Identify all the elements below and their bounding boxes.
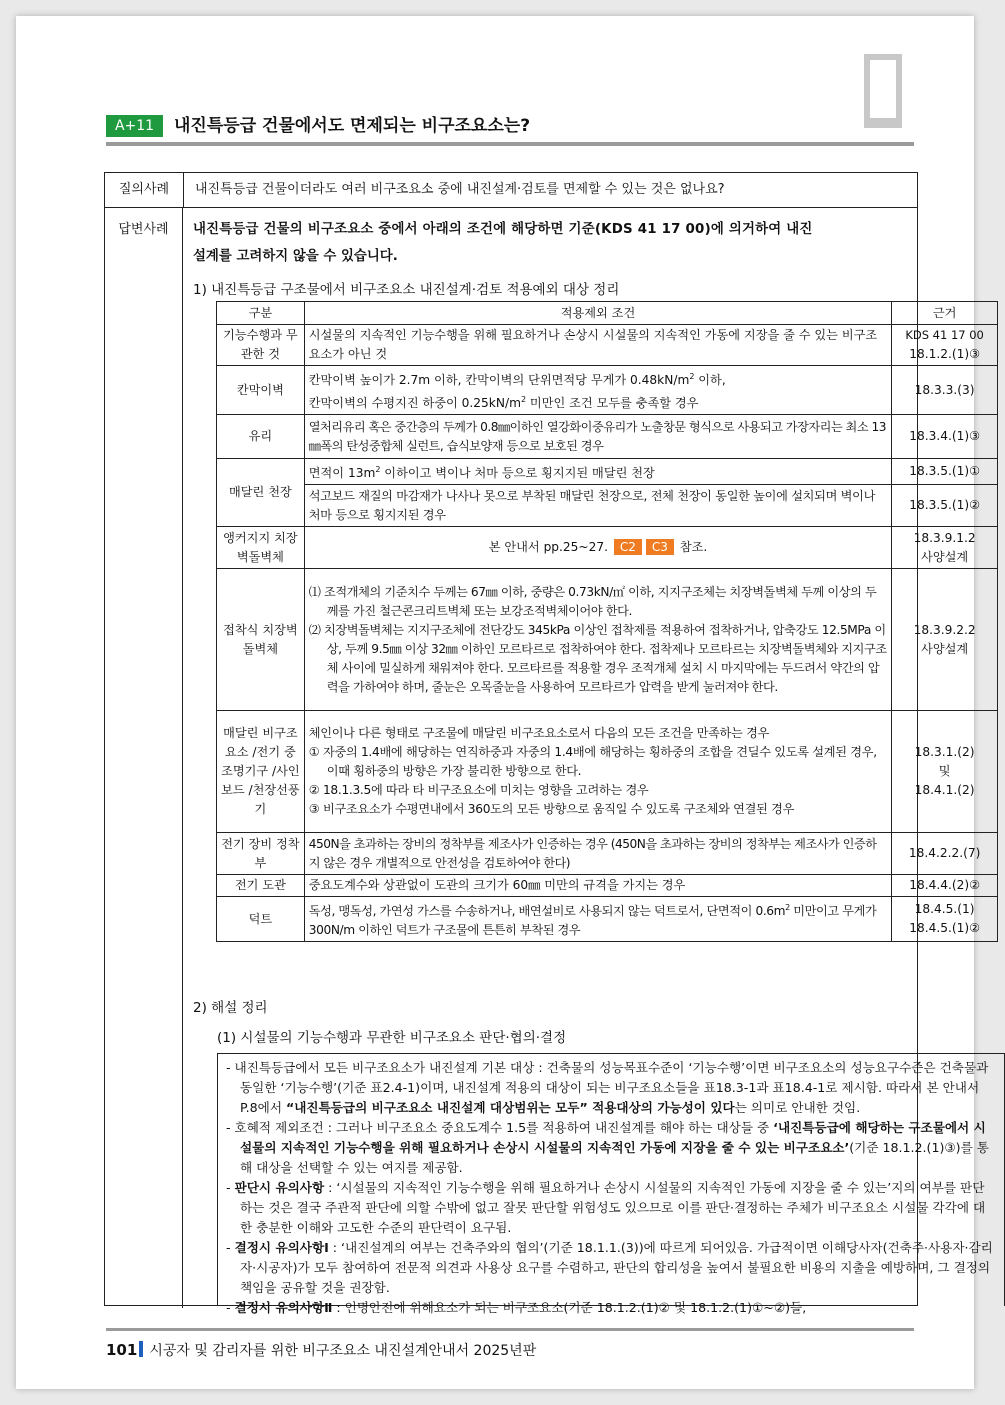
bullet-text: - 호혜적 제외조건 : 그러나 비구조요소 중요도계수 1.5를 적용하여 내진설계를 해야 하는 대상들 중 (226, 1120, 774, 1135)
reference-cell (892, 711, 998, 833)
condition-text: 미만이고 무게가 300N/m 이하인 덕트가 구조물에 튼튼히 부착된 경우 (308, 904, 877, 938)
table-row (217, 415, 998, 459)
commentary-bullet (226, 1058, 996, 1118)
superscript: 2 (520, 395, 527, 405)
condition-text: 칸막이벽 높이가 2.7m 이하, 칸막이벽의 단위면적당 무게가 0.48kN/m (308, 373, 690, 388)
table-row (217, 485, 998, 527)
reference-line: 18.4.5.(1) (914, 902, 975, 917)
condition-text: 미만인 조건 모두를 충족할 경우 (526, 396, 699, 411)
category-cell: 매달린 비구조요소 /전기 중 조명기구 /사인보드 /천장선풍기 (217, 711, 305, 833)
condition-item: ② 18.1.3.5에 따라 타 비구조요소에 미치는 영향을 고려하는 경우 (308, 783, 649, 798)
condition-item: ① 자중의 1.4배에 해당하는 연직하중과 자중의 1.4배에 해당하는 횡하중의 조합을 견딜수 있도록 설계된 경우, 이때 횡하중의 방향은 가장 불리한 방향으로 한다. (308, 745, 877, 779)
table-row (217, 711, 998, 833)
condition-item: ⑵ 치장벽돌벽체는 지지구조체에 전단강도 345kPa 이상인 접착제를 적용하여 접착하거나, 압축강도 12.5MPa 이상, 두께 9.5㎜ 이상 32㎜ 이하인 모르타르로 접착하여야 한다. 접착제나 모르타르는 치장벽돌벽체와 지지구조체 사이에 밀실하게 채워져야 한다. 모르타르를 적용할 경우 조적개체 설치 시 마지막에는 두드려서 약간의 압력을 가하여야 하며, 줄눈은 오목줄눈을 사용하여 모르타르가 압력을 받게 눌러져야 한다. (308, 622, 887, 694)
reference-cell: 18.4.4.(2)② (892, 875, 998, 897)
bullet-text: : 인명안전에 위해요소가 되는 비구조요소(기준 18.1.2.(1)② 및 18.1.2.(1)①~②)들, (332, 1300, 807, 1315)
bullet-text: - (226, 1240, 235, 1255)
commentary-bullet (226, 1118, 996, 1178)
page-title: 내진특등급 건물에서도 면제되는 비구조요소는? (174, 116, 531, 136)
page (16, 16, 993, 1389)
item-badge: A+11 (106, 115, 163, 137)
reference-line: 사양설계 (921, 549, 969, 564)
reference-line: 18.3.1.(2) (914, 745, 975, 760)
condition-cell (304, 569, 891, 711)
condition-text: 이하, (694, 373, 726, 388)
table-row (217, 527, 998, 569)
commentary-bullet (226, 1178, 996, 1238)
answer-lead (193, 216, 909, 270)
category-cell: 전기 도관 (217, 875, 305, 897)
answer-lead-line-2: 설계를 고려하지 않을 수 있습니다. (193, 249, 398, 264)
condition-text: 본 안내서 pp.25~27. (488, 540, 609, 555)
condition-text: 칸막이벽의 수평지진 하중이 0.25kN/m (308, 396, 521, 411)
reference-cell: 18.4.2.2.(7) (892, 833, 998, 875)
condition-cell (304, 527, 891, 569)
condition-cell: 중요도계수와 상관없이 도관의 크기가 60㎜ 미만의 규격을 가지는 경우 (304, 875, 891, 897)
section1-title: 1) 내진특등급 구조물에서 비구조요소 내진설계·검토 적용예외 대상 정리 (193, 282, 620, 298)
category-cell: 전기 장비 정착부 (217, 833, 305, 875)
condition-cell: 석고보드 재질의 마감재가 나사나 못으로 부착된 매달린 천장으로, 전체 천장이 동일한 높이에 설치되며 벽이나 처마 등으로 횡지지된 경우 (304, 485, 891, 527)
table-row (217, 875, 998, 897)
commentary-bullet (226, 1298, 996, 1318)
footer-text: 시공자 및 감리자를 위한 비구조요소 내진설계안내서 2025년판 (149, 1343, 537, 1359)
table-row (217, 833, 998, 875)
category-cell: 기능수행과 무관한 것 (217, 325, 305, 366)
bullet-text: - 내진특등급에서 모든 비구조요소가 내진설계 기본 대상 : 건축물의 성능목표수준이 ‘기능수행’이면 비구조요소의 성능요구수준은 건축물과 동일한 ‘기능수행’(기준 표2.4-1)이며, 내진설계 적용의 대상이 되는 비구조요소들을 표18.3-1과 표18.4-1로 제시함. 따라서 본 안내서 P.8에서 (226, 1060, 989, 1115)
reference-cell (892, 527, 998, 569)
answer-row (105, 208, 993, 1315)
bullet-text: : ‘내진설계의 여부는 건축주와의 협의’(기준 18.1.1.(3))에 따르게 되어있음. 가급적이면 이해당사자(건축주·사용자·감리자·시공자)가 모두 참여하여 전문적 의견과 사용상 요구를 수렴하고, 판단의 합리성을 높여서 불필요한 비용의 지출을 예방하며, 그 결정의 책임을 공유할 것을 권장함. (240, 1240, 993, 1295)
reference-line: 18.1.2.(1)③ (909, 347, 981, 361)
col-header: 근거 (892, 302, 998, 325)
table-row (217, 366, 998, 415)
reference-line: 사양설계 (921, 641, 969, 656)
bullet-text: 는 의미로 안내한 것임. (734, 1100, 861, 1115)
footer-rule (106, 1328, 914, 1331)
bullet-text: (기준 18.1.2.(1)③)를 통해 대상을 선택할 수 있는 여지를 제공함. (240, 1140, 989, 1175)
condition-cell (304, 366, 891, 415)
reference-line: 18.4.5.(1)② (909, 921, 981, 936)
reference-cell (892, 569, 998, 711)
bullet-emphasis: “내진특등급의 비구조요소 내진설계 대상범위는 모두” 적용대상의 가능성이 있다 (285, 1100, 735, 1115)
reference-line: 18.4.1.(2) (914, 783, 975, 798)
footer-bar-mark (139, 1341, 143, 1357)
condition-cell: 450N을 초과하는 장비의 정착부를 제조사가 인증하는 경우 (450N을 초과하는 장비의 정착부는 제조사가 인증하지 않은 경우 개별적으로 안전성을 검토하여야 한다) (304, 833, 891, 875)
bullet-emphasis: 결정시 유의사항Ⅱ (234, 1300, 333, 1315)
commentary-box (217, 1053, 1005, 1315)
bullet-text: : ‘시설물의 지속적인 기능수행을 위해 필요하거나 손상시 시설물의 지속적인 가동에 지장을 줄 수 있는’지의 여부를 판단하는 것은 결국 주관적 판단에 의할 수밖에 없고 잘못 판단할 위험성도 있으므로 이를 판단·결정하는 주체가 비구조요소 시설물 각각에 대한 충분한 이해와 고도한 수준의 판단력이 요구됨. (240, 1180, 986, 1235)
reference-cell: 18.3.5.(1)① (892, 459, 998, 485)
page-number: 101 (106, 1341, 138, 1359)
reference-line: 18.3.9.1.2 (913, 530, 976, 545)
qa-table (104, 172, 993, 1315)
reference-line: 18.3.9.2.2 (913, 622, 976, 637)
category-cell: 매달린 천장 (217, 459, 305, 527)
title-bar (106, 114, 914, 146)
category-cell: 칸막이벽 (217, 366, 305, 415)
col-header: 구분 (217, 302, 305, 325)
condition-text: 면적이 13m (308, 466, 376, 481)
condition-cell (304, 459, 891, 485)
question-text: 내진특등급 건물이더라도 여러 비구조요소 중에 내진설계·검토를 면제할 수 있는 것은 없나요? (195, 182, 725, 197)
bullet-text: - (226, 1300, 235, 1315)
condition-cell (304, 711, 891, 833)
category-cell: 덕트 (217, 897, 305, 942)
bullet-emphasis: 결정시 유의사항Ⅰ (234, 1240, 329, 1255)
reference-cell: 18.3.5.(1)② (892, 485, 998, 527)
reference-pill-c2: C2 (614, 539, 642, 555)
section2-subtitle: (1) 시설물의 기능수행과 무관한 비구조요소 판단·협의·결정 (217, 1030, 567, 1046)
reference-line: KDS 41 17 00 (905, 328, 984, 342)
condition-item: ⑴ 조적개체의 기준치수 두께는 67㎜ 이하, 중량은 0.73kN/㎡ 이하, 지지구조체는 치장벽돌벽체 두께 이상의 두께를 가진 철근콘크리트벽체 또는 보강조적벽체이어야 한다. (308, 584, 877, 618)
answer-label: 답변사례 (105, 208, 183, 1308)
section2-title: 2) 해설 정리 (193, 1000, 268, 1016)
question-row (105, 173, 917, 208)
table-row (217, 459, 998, 485)
bullet-emphasis: ‘내진특등급에 해당하는 구조물에서 시설물의 지속적인 기능수행을 위해 필요하거나 손상시 시설물의 지속적인 가동에 지장을 줄 수 있는 비구조요소’ (240, 1120, 986, 1155)
reference-pill-c3: C3 (646, 539, 674, 555)
condition-text: 참조. (679, 540, 708, 555)
col-header: 적용제외 조건 (304, 302, 891, 325)
condition-cell (304, 897, 891, 942)
condition-text: 독성, 맹독성, 가연성 가스를 수송하거나, 배연설비로 사용되지 않는 덕트로서, 단면적이 0.6m (308, 904, 786, 919)
answer-lead-line-1: 내진특등급 건물의 비구조요소 중에서 아래의 조건에 해당하면 기준(KDS 41 17 00)에 의거하여 내진 (193, 222, 813, 237)
footer (106, 1339, 536, 1362)
condition-cell: 열처리유리 혹은 중간층의 두께가 0.8㎜이하인 열강화이중유리가 노출창문 형식으로 사용되고 가장자리는 최소 13㎜폭의 탄성중합체 실런트, 습식보양재 등으로 보호된 경우 (304, 415, 891, 459)
table-row (217, 897, 998, 942)
superscript: 2 (689, 372, 695, 381)
reference-cell: 18.3.3.(3) (892, 366, 998, 415)
commentary-bullet (226, 1238, 996, 1298)
condition-item: 체인이나 다른 형태로 구조물에 매달린 비구조요소로서 다음의 모든 조건을 만족하는 경우 (308, 726, 770, 741)
question-label: 질의사례 (105, 173, 184, 207)
condition-cell: 시설물의 지속적인 기능수행을 위해 필요하거나 손상시 시설물의 지속적인 가동에 지장을 줄 수 있는 비구조요소가 아닌 것 (304, 325, 891, 366)
category-cell: 앵커지지 치장벽돌벽체 (217, 527, 305, 569)
table-row (217, 325, 998, 366)
condition-item: ③ 비구조요소가 수평면내에서 360도의 모든 방향으로 움직일 수 있도록 구조체와 연결된 경우 (308, 802, 795, 817)
bullet-emphasis: 판단시 유의사항 (234, 1180, 325, 1195)
superscript: 2 (375, 465, 381, 475)
exemption-table (216, 301, 998, 942)
table-header-row (217, 302, 998, 325)
superscript: 2 (785, 903, 790, 913)
reference-cell (892, 325, 998, 366)
table-row (217, 569, 998, 711)
bullet-text: - (226, 1180, 235, 1195)
category-cell: 접착식 치장벽돌벽체 (217, 569, 305, 711)
reference-cell: 18.3.4.(1)③ (892, 415, 998, 459)
condition-text: 이하이고 벽이나 처마 등으로 횡지지된 매달린 천장 (380, 466, 655, 481)
reference-cell (892, 897, 998, 942)
reference-line: 및 (938, 764, 951, 779)
category-cell: 유리 (217, 415, 305, 459)
